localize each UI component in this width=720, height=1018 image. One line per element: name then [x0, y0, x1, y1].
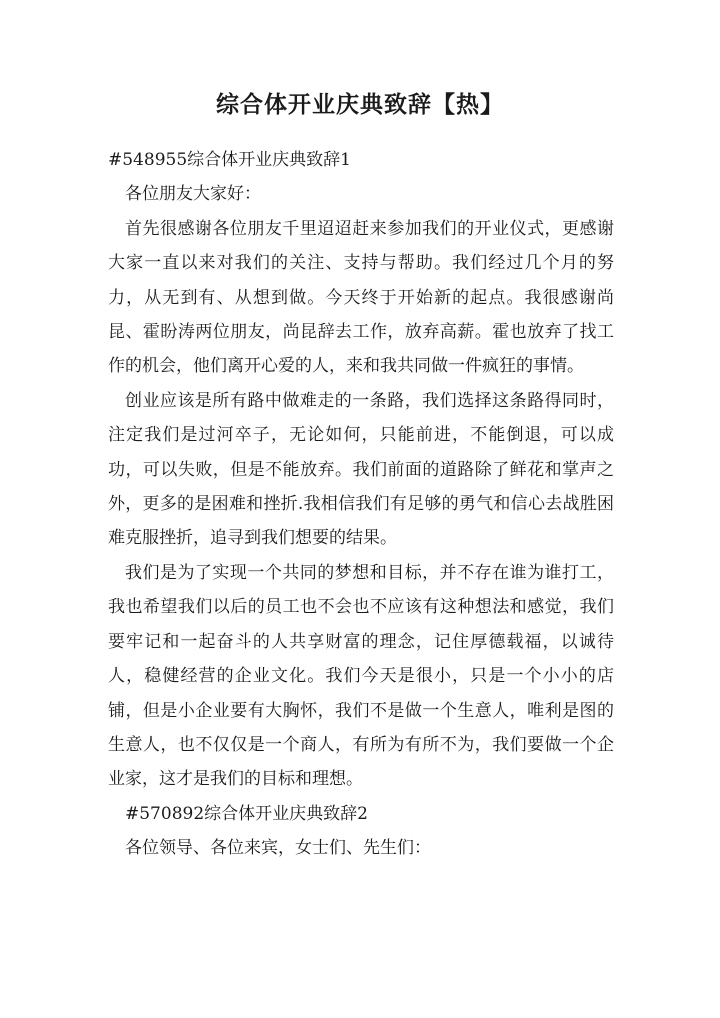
document-title: 综合体开业庆典致辞【热】: [216, 91, 504, 118]
body-paragraph: 首先很感谢各位朋友千里迢迢赶来参加我们的开业仪式，更感谢大家一直以来对我们的关注、支持与帮助。我们经过几个月的努力，从无到有、从想到做。今天终于开始新的起点。我很感谢尚昆、霍盼涛两位朋友，尚昆辞去工作，放弃高薪。霍也放弃了找工作的机会，他们离开心爱的人，来和我共同做一件疯狂的事情。: [108, 218, 614, 377]
greeting-paragraph-2: 各位领导、各位来宾，女士们、先生们：: [125, 838, 431, 859]
section-heading-1: #548955综合体开业庆典致辞1: [108, 150, 351, 170]
body-paragraph: 创业应该是所有路中做难走的一条路，我们选择这条路得同时，注定我们是过河卒子，无论如何，只能前进，不能倒退，可以成功，可以失败，但是不能放弃。我们前面的道路除了鲜花和掌声之外，更多的是困难和挫折.我相信我们有足够的勇气和信心去战胜困难克服挫折，追寻到我们想要的结果。: [108, 390, 614, 549]
body-paragraph: 我们是为了实现一个共同的梦想和目标，并不存在谁为谁打工，我也希望我们以后的员工也不会也不应该有这种想法和感觉，我们要牢记和一起奋斗的人共享财富的理念，记住厚德载福，以诚待人，稳健经营的企业文化。我们今天是很小，只是一个小小的店铺，但是小企业要有大胸怀，我们不是做一个生意人，唯利是图的生意人，也不仅仅是一个商人，有所为有所不为，我们要做一个企业家，这才是我们的目标和理想。: [108, 562, 614, 790]
greeting-paragraph-1: 各位朋友大家好：: [125, 184, 261, 205]
section-heading-2: #570892综合体开业庆典致辞2: [125, 803, 368, 824]
document-body: [108, 143, 614, 866]
